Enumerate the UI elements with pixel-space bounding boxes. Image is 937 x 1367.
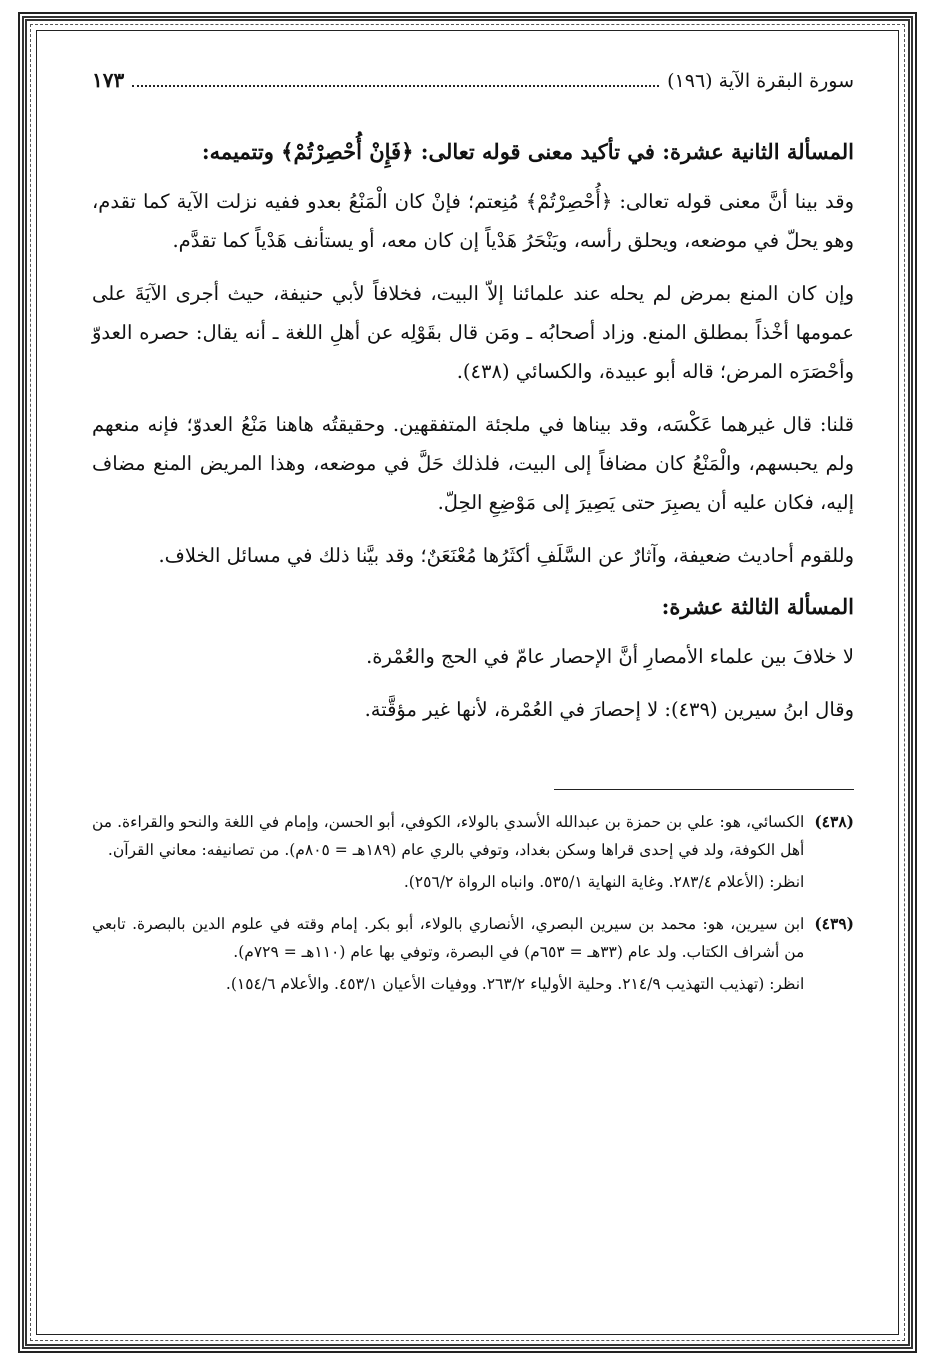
page-content (92, 60, 854, 1012)
paragraph: قلنا: قال غيرهما عَكْسَه، وقد بيناها في ملجئة المتفقهين. وحقيقتُه هاهنا مَنْعُ العدوّ؛ فإنه منعهم ولم يحبسهم، والْمَنْعُ كان مضافاً إلى البيت، فلذلك حَلَّ في موضعه، وهذا المريض المنع مضاف إليه، فكان عليه أن يصبِرَ حتى يَصِيرَ إلى مَوْضِعِ الحِلّ. (92, 413, 854, 514)
footnote-reference: انظر: (الأعلام ٢٨٣/٤. وغاية النهاية ٥٣٥/١. وانباه الرواة ٢٥٦/٢). (403, 873, 805, 891)
paragraph: وللقوم أحاديث ضعيفة، وآثارٌ عن السَّلَفِ أكثَرُها مُعْنَعَنٌ؛ وقد بيَّنا ذلك في مسائل الخلاف. (158, 544, 854, 567)
section-heading-12: المسألة الثانية عشرة: في تأكيد معنى قوله تعالى: ﴿فَإِنْ أُحْصِرْتُمْ﴾ وتتميمه: (201, 139, 854, 164)
paragraph: وقد بينا أنَّ معنى قوله تعالى: ﴿أُحْصِرْتُمْ﴾ مُنِعتم؛ فإنْ كان الْمَنْعُ بعدو ففيه نزلت الآية كما تقدم، وهو يحلّ في موضعه، ويحلق رأسه، ويَنْحَرُ هَدْياً إن كان معه، أو يستأنف هَدْياً كما تقدَّم. (92, 190, 854, 252)
leader-dots (132, 75, 659, 87)
footnote-text: ابن سيرين، هو: محمد بن سيرين البصري، الأنصاري بالولاء، أبو بكر. إمام وقته في علوم الدين بالبصرة. تابعي من أشراف الكتاب. ولد عام (٣٣هـ = ٦٥٣م) في البصرة، وتوفي بها عام (١١٠هـ = ٧٢٩م). (92, 915, 805, 961)
footnote (92, 808, 854, 900)
running-title: سورة البقرة الآية (١٩٦) (667, 70, 854, 92)
paragraph: لا خلافَ بين علماء الأمصارِ أنَّ الإحصار عامّ في الحج والعُمْرة. (366, 645, 854, 668)
footnote (92, 910, 854, 1002)
footnote-number: (٤٣٨) (814, 812, 854, 831)
footnote-reference: انظر: (تهذيب التهذيب ٢١٤/٩. وحلية الأولياء ٢٦٣/٢. ووفيات الأعيان ٤٥٣/١. والأعلام ١٥٤/٦). (225, 975, 805, 993)
paragraph: وقال ابنُ سيرين (٤٣٩): لا إحصارَ في العُمْرة، لأنها غير مؤقَّتة. (364, 698, 854, 721)
section-heading-13: المسألة الثالثة عشرة: (661, 594, 854, 619)
footnote-body (92, 808, 804, 900)
footnote-divider (554, 789, 854, 790)
running-header (92, 68, 854, 92)
page-number: ١٧٣ (92, 68, 125, 92)
footnote-body (92, 910, 804, 1002)
paragraph: وإن كان المنع بمرض لم يحله عند علمائنا إلاّ البيت، فخلافاً لأبي حنيفة، حيث أجرى الآيَةَ على عمومها أخْذاً بمطلق المنع. وزاد أصحابُه ـ ومَن قال بقَوْلِه عن أهلِ اللغة ـ أنه يقال: حصره العدوّ وأحْصَرَه المرض؛ قاله أبو عبيدة، والكسائي (٤٣٨). (92, 282, 854, 383)
footnote-number: (٤٣٩) (814, 914, 854, 933)
footnote-text: الكسائي، هو: علي بن حمزة بن عبدالله الأسدي بالولاء، الكوفي، أبو الحسن، وإمام في اللغة والنحو والقراءة. من أهل الكوفة، ولد في إحدى قراها وسكن بغداد، وتوفي بالري عام (١٨٩هـ = ٨٠٥م). من تصانيفه: معاني القرآن. (92, 813, 805, 859)
